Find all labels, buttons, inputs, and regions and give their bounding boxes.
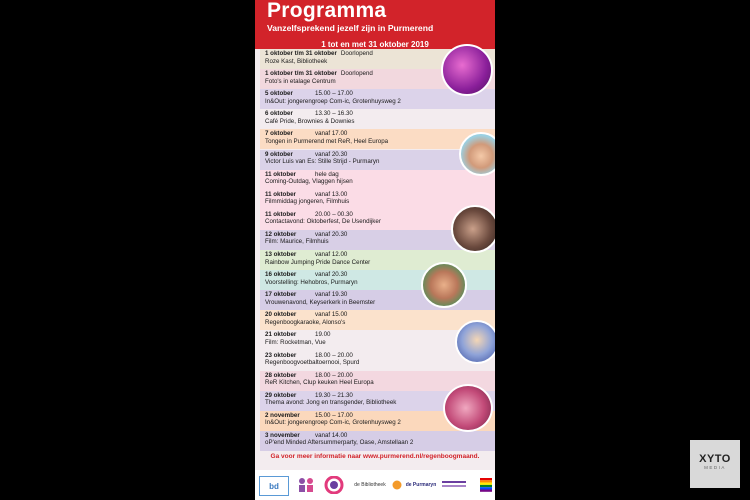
event-description: Film: Maurice, Filmhuis: [265, 238, 329, 246]
event-time: vanaf 20.30: [315, 150, 348, 158]
watermark-sub: MEDIA: [704, 465, 726, 470]
photo-film-maurice: [451, 205, 495, 253]
event-date: 7 oktober: [265, 130, 293, 138]
poster-header: [255, 0, 495, 40]
event-time: vanaf 13.00: [315, 190, 348, 198]
event-time: 18.00 – 20.00: [315, 371, 353, 379]
event-date: 9 oktober: [265, 150, 293, 158]
event-description: Coming-Outdag, Vlaggen hijsen: [265, 178, 353, 186]
event-description: Voorstelling: Hehobros, Purmaryn: [265, 278, 358, 286]
event-date: 11 oktober: [265, 190, 296, 198]
xyto-watermark: [690, 440, 740, 488]
event-description: Tongen in Purmerend met ReR, Heel Europa: [265, 137, 389, 145]
event-date: 20 oktober: [265, 311, 297, 319]
rainbow-flag-icon: [479, 476, 493, 494]
logo-bd: bd: [259, 476, 289, 496]
logo-bibliotheek: de Bibliotheek: [354, 482, 386, 488]
event-description: Roze Kast, Bibliotheek: [265, 57, 328, 65]
event-date: 3 november: [265, 431, 300, 439]
event-date: 11 oktober: [265, 210, 296, 218]
event-date: 11 oktober: [265, 170, 296, 178]
photo-heart-hands: [459, 132, 495, 176]
rer-logo: [323, 476, 345, 494]
event-date: 6 oktober: [265, 110, 293, 118]
event-time: vanaf 20.30: [315, 271, 348, 279]
event-row: [260, 109, 495, 129]
event-description: ReR Kitchen, Clup keuken Heel Europa: [265, 379, 374, 387]
event-time: vanaf 12.00: [315, 251, 348, 258]
photo-pink-building: [441, 44, 493, 96]
event-row: [260, 250, 495, 270]
event-date: 23 oktober: [265, 351, 297, 359]
poster-title: Programma: [267, 0, 387, 22]
event-time: vanaf 14.00: [315, 431, 348, 439]
event-date: 16 oktober: [265, 271, 297, 279]
rainbow-people-logo: [295, 476, 317, 494]
event-description: oP'end Minded Aftersummerparty, Oase, Amstellaan 2: [265, 439, 414, 447]
event-description: Thema avond: Jong en transgender, Bibliotheek: [265, 399, 397, 407]
sponsor-logos: [255, 470, 495, 500]
event-row: [260, 170, 495, 190]
date-range: 1 tot en met 31 oktober 2019: [255, 40, 495, 49]
footer-info-text: Ga voor meer informatie naar www.purmerend.nl/regenboogmaand.: [270, 453, 480, 460]
event-description: In&Out: jongerengroep Com-ic, Grotenhuysweg 2: [265, 419, 401, 427]
event-time: 15.00 – 17.00: [315, 90, 353, 98]
event-time: 18.00 – 20.00: [315, 351, 353, 359]
event-description: Foto's in etalage Centrum: [265, 77, 336, 85]
event-date: 29 oktober: [265, 391, 297, 399]
event-time: vanaf 15.00: [315, 311, 348, 319]
event-description: Contactavond: Oktoberfest, De Usendijker: [265, 218, 381, 226]
purple-stripes-logo: [441, 476, 467, 494]
event-date: 12 oktober: [265, 230, 297, 238]
event-description: Regenboogkaraoke, Alonso's: [265, 318, 346, 326]
orange-circle-logo: [391, 476, 403, 494]
photo-rocketman: [455, 320, 495, 364]
event-time: Doorlopend: [340, 50, 373, 57]
event-date: 2 november: [265, 411, 300, 419]
event-date: 17 oktober: [265, 291, 297, 299]
event-description: Victor Luis van Es: Stille Strijd - Purmaryn: [265, 158, 380, 166]
photo-performers: [421, 262, 467, 308]
event-time: vanaf 17.00: [315, 130, 348, 138]
event-time: 20.00 – 00.30: [315, 210, 353, 218]
logo-purmaryn: de Purmaryn: [405, 482, 437, 488]
watermark-main: XYTO: [699, 453, 731, 465]
event-description: Filmmiddag jongeren, Filmhuis: [265, 198, 350, 206]
event-time: vanaf 19.30: [315, 291, 348, 299]
event-date: 28 oktober: [265, 371, 297, 379]
event-time: 19.30 – 21.30: [315, 391, 353, 399]
event-time: 13.30 – 16.30: [315, 110, 353, 118]
event-row: [260, 190, 495, 210]
event-description: Regenboogvoetbaltoernooi, Spurd: [265, 359, 360, 367]
poster-subtitle: Vanzelfsprekend jezelf zijn in Purmerend: [267, 23, 434, 33]
event-row: [260, 431, 495, 451]
event-time: Doorlopend: [340, 70, 373, 78]
event-date: 21 oktober: [265, 331, 297, 339]
event-time: hele dag: [315, 170, 339, 178]
event-date: 1 oktober t/m 31 oktober: [265, 70, 337, 78]
event-description: Rainbow Jumping Pride Dance Center: [265, 258, 371, 266]
event-date: 13 oktober: [265, 251, 297, 258]
event-time: 15.00 – 17.00: [315, 411, 353, 419]
event-description: Café Pride, Brownies & Downies: [265, 117, 355, 125]
event-date: 1 oktober t/m 31 oktober: [265, 50, 337, 57]
program-poster: [255, 0, 495, 500]
event-description: Vrouwenavond, Keyserkerk in Beemster: [265, 298, 376, 306]
event-description: Film: Rocketman, Vue: [265, 338, 326, 346]
event-description: In&Out: jongerengroep Com-ic, Grotenhuysweg 2: [265, 97, 401, 105]
event-time: 19.00: [315, 331, 331, 339]
event-date: 5 oktober: [265, 90, 293, 98]
photo-library: [443, 384, 493, 432]
event-time: vanaf 20.30: [315, 230, 348, 238]
